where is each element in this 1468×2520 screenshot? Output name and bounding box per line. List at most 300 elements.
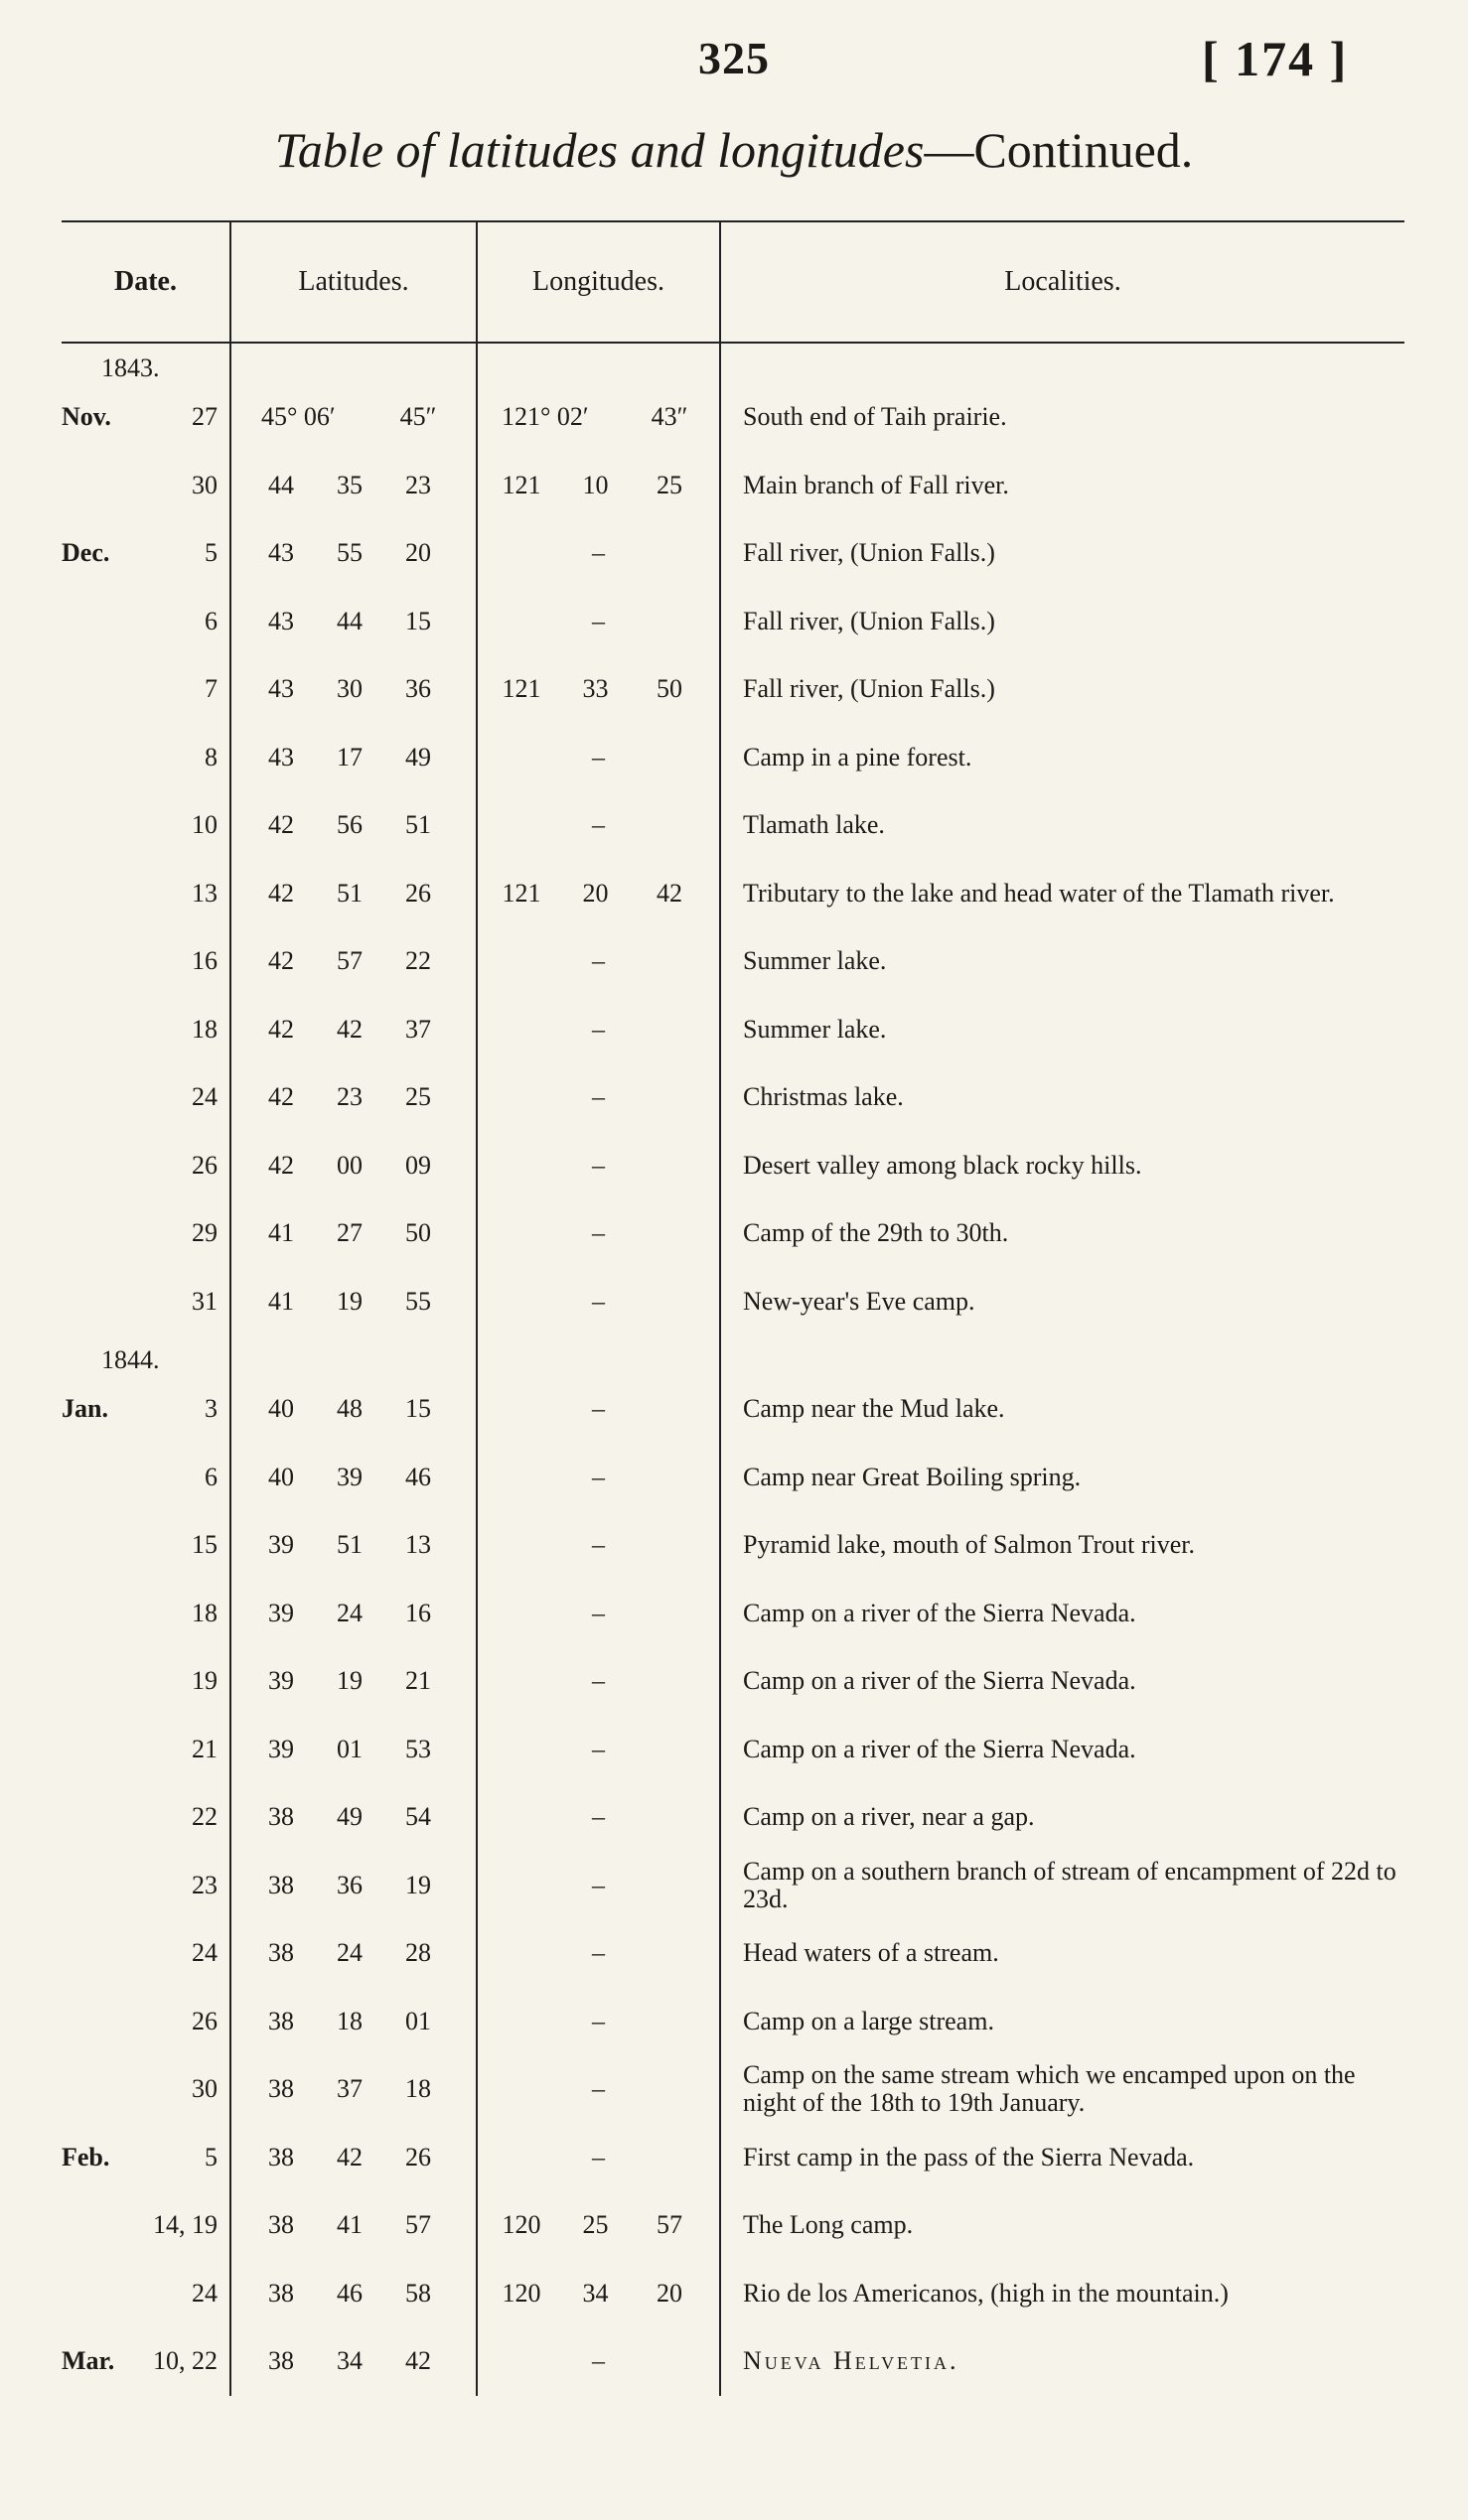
date-day: 22 bbox=[192, 1802, 218, 1832]
locality-text: Camp on a river of the Sierra Nevada. bbox=[743, 1666, 1136, 1696]
latitude-part: 34 bbox=[337, 2346, 363, 2376]
date-cell bbox=[62, 1716, 230, 1784]
latitude-values bbox=[231, 1599, 476, 1628]
date-day: 10, 22 bbox=[153, 2346, 218, 2376]
latitude-part: 41 bbox=[268, 1218, 294, 1248]
latitude-part: 38 bbox=[268, 2210, 294, 2240]
latitude-part: 18 bbox=[405, 2074, 431, 2104]
latitude-part: 51 bbox=[405, 810, 431, 840]
latitude-part: 22 bbox=[405, 946, 431, 976]
latitude-part: 53 bbox=[405, 1734, 431, 1763]
table-row bbox=[62, 1783, 1404, 1852]
locality-text: Camp near the Mud lake. bbox=[743, 1394, 1005, 1424]
date-cell bbox=[62, 1444, 230, 1512]
longitude-dash: – bbox=[477, 519, 720, 588]
latitude-part: 43 bbox=[268, 742, 294, 771]
longitude-part: 121 bbox=[502, 674, 541, 704]
table-row bbox=[62, 588, 1404, 656]
longitude-dash: – bbox=[477, 1444, 720, 1512]
latitude-values bbox=[231, 2346, 476, 2376]
locality-text: Camp on a river of the Sierra Nevada. bbox=[743, 1598, 1136, 1627]
empty-cell bbox=[720, 343, 1404, 383]
locality-cell bbox=[720, 1511, 1404, 1580]
latitude-values bbox=[231, 810, 476, 840]
latitude-values bbox=[231, 1082, 476, 1112]
longitude-dash: – bbox=[477, 996, 720, 1064]
latitude-values bbox=[231, 743, 476, 772]
table-row bbox=[62, 1063, 1404, 1132]
date-cell bbox=[62, 996, 230, 1064]
latitude-part: 58 bbox=[405, 2278, 431, 2308]
longitude-dash: – bbox=[477, 1511, 720, 1580]
date-cell bbox=[62, 1852, 230, 1920]
longitude-dash: – bbox=[477, 724, 720, 792]
table-row bbox=[62, 1511, 1404, 1580]
column-header-longitudes: Longitudes. bbox=[477, 221, 720, 343]
date-day: 18 bbox=[192, 1598, 218, 1627]
date-day: 19 bbox=[192, 1666, 218, 1696]
latitude-cell bbox=[230, 1199, 477, 1268]
longitude-dash: – bbox=[477, 1063, 720, 1132]
date-cell bbox=[62, 655, 230, 724]
date-cell bbox=[62, 2327, 230, 2396]
latitude-cell bbox=[230, 2327, 477, 2396]
locality-text: First camp in the pass of the Sierra Nevada. bbox=[743, 2142, 1195, 2171]
longitude-values bbox=[478, 2210, 719, 2240]
empty-cell bbox=[230, 343, 477, 383]
latitude-cell bbox=[230, 927, 477, 996]
date-day: 30 bbox=[192, 470, 218, 499]
longitude-part: 50 bbox=[657, 674, 682, 704]
locality-cell bbox=[720, 1647, 1404, 1716]
locality-cell bbox=[720, 2191, 1404, 2260]
latitude-part: 38 bbox=[268, 2278, 294, 2308]
latitude-part: 42 bbox=[337, 2142, 363, 2171]
longitude-dash: – bbox=[477, 2327, 720, 2396]
latitude-cell bbox=[230, 1132, 477, 1200]
locality-cell bbox=[720, 1988, 1404, 2056]
empty-cell bbox=[230, 1335, 477, 1375]
locality-cell bbox=[720, 1444, 1404, 1512]
latitude-cell bbox=[230, 996, 477, 1064]
locality-text: New-year's Eve camp. bbox=[743, 1286, 975, 1316]
table-row bbox=[62, 2260, 1404, 2328]
longitude-dash: – bbox=[477, 1268, 720, 1336]
locality-text: Main branch of Fall river. bbox=[743, 470, 1009, 499]
latitude-part: 25 bbox=[405, 1082, 431, 1112]
longitude-dash: – bbox=[477, 1716, 720, 1784]
longitude-part: 121° 02′ bbox=[502, 402, 589, 432]
page-number: 325 bbox=[698, 33, 770, 83]
latitude-part: 17 bbox=[337, 742, 363, 771]
latitude-part: 24 bbox=[337, 1938, 363, 1968]
date-day: 10 bbox=[192, 810, 218, 840]
latitude-part: 42 bbox=[268, 1082, 294, 1112]
date-cell bbox=[62, 1511, 230, 1580]
latitude-values bbox=[231, 1938, 476, 1968]
latitude-part: 36 bbox=[337, 1870, 363, 1899]
date-cell bbox=[62, 1783, 230, 1852]
latitude-part: 38 bbox=[268, 2074, 294, 2104]
date-day: 5 bbox=[205, 538, 218, 568]
latitude-values bbox=[231, 1735, 476, 1764]
longitude-values bbox=[478, 879, 719, 909]
locality-text: Fall river, (Union Falls.) bbox=[743, 538, 995, 568]
table-row bbox=[62, 1919, 1404, 1988]
table-row bbox=[62, 1199, 1404, 1268]
longitude-dash: – bbox=[477, 1375, 720, 1444]
page-title-continued: —Continued. bbox=[924, 122, 1194, 178]
longitude-cell bbox=[477, 452, 720, 520]
latitude-part: 23 bbox=[337, 1082, 363, 1112]
longitude-cell bbox=[477, 655, 720, 724]
date-cell bbox=[62, 1132, 230, 1200]
latitude-part: 36 bbox=[405, 674, 431, 704]
table-body bbox=[62, 343, 1404, 2396]
locality-text: Desert valley among black rocky hills. bbox=[743, 1150, 1142, 1180]
latitude-cell bbox=[230, 1580, 477, 1648]
latitude-cell bbox=[230, 1647, 477, 1716]
latitude-cell bbox=[230, 1716, 477, 1784]
latitude-values bbox=[231, 2143, 476, 2172]
latitude-part: 40 bbox=[268, 1462, 294, 1491]
longitude-part: 20 bbox=[657, 2278, 682, 2308]
table-row bbox=[62, 1647, 1404, 1716]
latitude-part: 45° 06′ bbox=[261, 402, 336, 432]
date-month: Mar. bbox=[62, 2346, 115, 2376]
locality-text: Camp in a pine forest. bbox=[743, 742, 972, 771]
date-cell bbox=[62, 2191, 230, 2260]
latitude-values bbox=[231, 1015, 476, 1045]
latitude-part: 55 bbox=[337, 538, 363, 568]
longitude-dash: – bbox=[477, 1132, 720, 1200]
locality-cell bbox=[720, 383, 1404, 452]
longitude-part: 120 bbox=[502, 2278, 541, 2308]
table-row bbox=[62, 1444, 1404, 1512]
date-day: 6 bbox=[205, 1462, 218, 1491]
locality-cell bbox=[720, 2327, 1404, 2396]
latitude-part: 09 bbox=[405, 1150, 431, 1180]
latitude-part: 28 bbox=[405, 1938, 431, 1968]
page-title bbox=[0, 121, 1468, 179]
latitude-cell bbox=[230, 519, 477, 588]
date-cell bbox=[62, 791, 230, 860]
date-day: 3 bbox=[205, 1394, 218, 1424]
longitude-part: 57 bbox=[657, 2210, 682, 2240]
latitude-part: 18 bbox=[337, 2006, 363, 2035]
table-row bbox=[62, 1268, 1404, 1336]
latitude-part: 37 bbox=[337, 2074, 363, 2104]
latitude-part: 49 bbox=[337, 1802, 363, 1832]
latitude-part: 30 bbox=[337, 674, 363, 704]
locality-cell bbox=[720, 1783, 1404, 1852]
longitude-dash: – bbox=[477, 1852, 720, 1920]
date-month: Feb. bbox=[62, 2142, 110, 2171]
locality-cell bbox=[720, 2055, 1404, 2124]
latitude-part: 39 bbox=[268, 1666, 294, 1696]
latitude-values bbox=[231, 2210, 476, 2240]
locality-cell bbox=[720, 1919, 1404, 1988]
latitude-part: 38 bbox=[268, 2006, 294, 2035]
latitude-part: 13 bbox=[405, 1530, 431, 1560]
date-month: Nov. bbox=[62, 402, 111, 432]
latitude-part: 37 bbox=[405, 1014, 431, 1044]
year-row bbox=[62, 343, 1404, 383]
latitude-values bbox=[231, 1802, 476, 1832]
date-cell bbox=[62, 724, 230, 792]
latitude-part: 39 bbox=[337, 1462, 363, 1491]
latitude-cell bbox=[230, 1783, 477, 1852]
longitude-dash: – bbox=[477, 2055, 720, 2124]
latitude-part: 51 bbox=[337, 1530, 363, 1560]
date-day: 26 bbox=[192, 2006, 218, 2035]
latitude-part: 42 bbox=[268, 878, 294, 908]
latitude-part: 42 bbox=[268, 1150, 294, 1180]
locality-cell bbox=[720, 1852, 1404, 1920]
latitude-part: 19 bbox=[337, 1286, 363, 1316]
longitude-values bbox=[478, 674, 719, 704]
date-day: 24 bbox=[192, 2278, 218, 2308]
longitude-dash: – bbox=[477, 791, 720, 860]
locality-cell bbox=[720, 452, 1404, 520]
longitude-dash: – bbox=[477, 588, 720, 656]
table-row bbox=[62, 452, 1404, 520]
date-day: 13 bbox=[192, 878, 218, 908]
table-row bbox=[62, 1132, 1404, 1200]
latitude-part: 23 bbox=[405, 470, 431, 499]
latitude-cell bbox=[230, 724, 477, 792]
locality-text: Summer lake. bbox=[743, 1014, 887, 1044]
date-cell bbox=[62, 452, 230, 520]
table-row bbox=[62, 2191, 1404, 2260]
latitude-values bbox=[231, 1463, 476, 1492]
latitude-cell bbox=[230, 2124, 477, 2192]
date-cell bbox=[62, 2124, 230, 2192]
latitude-values bbox=[231, 1871, 476, 1900]
latitude-cell bbox=[230, 1063, 477, 1132]
latitude-cell bbox=[230, 860, 477, 928]
locality-text: Camp near Great Boiling spring. bbox=[743, 1462, 1082, 1491]
latitude-values bbox=[231, 1218, 476, 1248]
latitude-part: 46 bbox=[405, 1462, 431, 1491]
latitude-longitude-table bbox=[62, 220, 1404, 2396]
locality-text: The Long camp. bbox=[743, 2210, 914, 2240]
latitude-part: 41 bbox=[337, 2210, 363, 2240]
latitude-values bbox=[231, 607, 476, 636]
latitude-part: 56 bbox=[337, 810, 363, 840]
longitude-cell bbox=[477, 2191, 720, 2260]
latitude-values bbox=[231, 2074, 476, 2104]
date-day: 15 bbox=[192, 1530, 218, 1560]
locality-cell bbox=[720, 1063, 1404, 1132]
date-day: 16 bbox=[192, 946, 218, 976]
locality-cell bbox=[720, 927, 1404, 996]
locality-text: South end of Taih prairie. bbox=[743, 402, 1007, 432]
latitude-cell bbox=[230, 655, 477, 724]
date-cell bbox=[62, 2260, 230, 2328]
latitude-part: 35 bbox=[337, 470, 363, 499]
longitude-values bbox=[478, 471, 719, 500]
date-day: 31 bbox=[192, 1286, 218, 1316]
page-title-italic: Table of latitudes and longitudes bbox=[274, 122, 925, 178]
date-cell bbox=[62, 2055, 230, 2124]
latitude-part: 38 bbox=[268, 1938, 294, 1968]
latitude-part: 44 bbox=[337, 606, 363, 635]
latitude-part: 57 bbox=[337, 946, 363, 976]
latitude-part: 44 bbox=[268, 470, 294, 499]
latitude-part: 42 bbox=[268, 1014, 294, 1044]
date-cell bbox=[62, 1988, 230, 2056]
table-row bbox=[62, 1852, 1404, 1920]
table-row bbox=[62, 927, 1404, 996]
latitude-cell bbox=[230, 1511, 477, 1580]
table-row bbox=[62, 724, 1404, 792]
latitude-cell bbox=[230, 2260, 477, 2328]
table-row bbox=[62, 1375, 1404, 1444]
longitude-part: 121 bbox=[502, 878, 541, 908]
date-day: 24 bbox=[192, 1082, 218, 1112]
locality-text: Head waters of a stream. bbox=[743, 1938, 999, 1968]
latitude-part: 49 bbox=[405, 742, 431, 771]
longitude-part: 120 bbox=[502, 2210, 541, 2240]
empty-cell bbox=[477, 1335, 720, 1375]
date-day: 14, 19 bbox=[153, 2210, 218, 2240]
locality-cell bbox=[720, 1375, 1404, 1444]
locality-cell bbox=[720, 1268, 1404, 1336]
latitude-part: 27 bbox=[337, 1218, 363, 1248]
latitude-part: 43 bbox=[268, 674, 294, 704]
locality-cell bbox=[720, 996, 1404, 1064]
longitude-cell bbox=[477, 383, 720, 452]
longitude-part: 10 bbox=[582, 470, 609, 499]
table-row bbox=[62, 860, 1404, 928]
latitude-part: 41 bbox=[268, 1286, 294, 1316]
locality-text: Tlamath lake. bbox=[743, 810, 885, 840]
latitude-part: 21 bbox=[405, 1666, 431, 1696]
latitude-part: 38 bbox=[268, 2142, 294, 2171]
latitude-values bbox=[231, 1666, 476, 1696]
table-row bbox=[62, 2327, 1404, 2396]
date-cell bbox=[62, 1647, 230, 1716]
latitude-cell bbox=[230, 2055, 477, 2124]
date-day: 21 bbox=[192, 1734, 218, 1763]
latitude-values bbox=[231, 674, 476, 704]
latitude-part: 20 bbox=[405, 538, 431, 568]
longitude-part: 34 bbox=[582, 2278, 609, 2308]
latitude-part: 38 bbox=[268, 2346, 294, 2376]
locality-text: Fall river, (Union Falls.) bbox=[743, 606, 995, 635]
latitude-values bbox=[231, 2007, 476, 2036]
locality-text: Camp on a southern branch of stream of encampment of 22d to 23d. bbox=[743, 1856, 1396, 1913]
latitude-cell bbox=[230, 791, 477, 860]
date-day: 8 bbox=[205, 742, 218, 771]
latitude-part: 16 bbox=[405, 1598, 431, 1627]
latitude-part: 26 bbox=[405, 2142, 431, 2171]
latitude-part: 42 bbox=[268, 810, 294, 840]
locality-text: Camp on a river of the Sierra Nevada. bbox=[743, 1734, 1136, 1763]
document-number: [ 174 ] bbox=[1202, 31, 1349, 86]
latitude-part: 26 bbox=[405, 878, 431, 908]
date-day: 30 bbox=[192, 2074, 218, 2104]
latitude-part: 39 bbox=[268, 1598, 294, 1627]
latitude-cell bbox=[230, 588, 477, 656]
date-day: 6 bbox=[205, 606, 218, 635]
table-row bbox=[62, 1716, 1404, 1784]
year-label: 1844. bbox=[101, 1345, 160, 1374]
empty-cell bbox=[477, 343, 720, 383]
longitude-part: 121 bbox=[502, 470, 541, 499]
locality-cell bbox=[720, 588, 1404, 656]
date-day: 26 bbox=[192, 1150, 218, 1180]
latitude-part: 15 bbox=[405, 606, 431, 635]
longitude-dash: – bbox=[477, 1647, 720, 1716]
locality-text: Rio de los Americanos, (high in the mountain.) bbox=[743, 2278, 1229, 2308]
latitude-part: 51 bbox=[337, 878, 363, 908]
latitude-part: 42 bbox=[268, 946, 294, 976]
year-label: 1843. bbox=[101, 353, 160, 382]
latitude-values bbox=[231, 946, 476, 976]
latitude-values bbox=[231, 1151, 476, 1181]
date-day: 5 bbox=[205, 2142, 218, 2171]
latitude-cell bbox=[230, 2191, 477, 2260]
date-cell bbox=[62, 1199, 230, 1268]
latitude-cell bbox=[230, 1375, 477, 1444]
longitude-dash: – bbox=[477, 1783, 720, 1852]
date-day: 29 bbox=[192, 1218, 218, 1248]
table-row bbox=[62, 2124, 1404, 2192]
latitude-part: 46 bbox=[337, 2278, 363, 2308]
date-cell bbox=[62, 860, 230, 928]
table-row bbox=[62, 1580, 1404, 1648]
latitude-part: 38 bbox=[268, 1870, 294, 1899]
locality-text: Camp on the same stream which we encamped upon on the night of the 18th to 19th January. bbox=[743, 2060, 1356, 2118]
latitude-part: 57 bbox=[405, 2210, 431, 2240]
longitude-part: 33 bbox=[582, 674, 609, 704]
latitude-part: 39 bbox=[268, 1734, 294, 1763]
locality-cell bbox=[720, 655, 1404, 724]
locality-cell bbox=[720, 2124, 1404, 2192]
latitude-values bbox=[231, 471, 476, 500]
longitude-dash: – bbox=[477, 1988, 720, 2056]
date-day: 18 bbox=[192, 1014, 218, 1044]
locality-cell bbox=[720, 1132, 1404, 1200]
latitude-cell bbox=[230, 1988, 477, 2056]
locality-cell bbox=[720, 2260, 1404, 2328]
latitude-part: 40 bbox=[268, 1394, 294, 1424]
table-row bbox=[62, 2055, 1404, 2124]
latitude-part: 00 bbox=[337, 1150, 363, 1180]
latitude-part: 19 bbox=[337, 1666, 363, 1696]
latitude-part: 19 bbox=[405, 1870, 431, 1899]
date-day: 7 bbox=[205, 674, 218, 704]
date-cell bbox=[62, 588, 230, 656]
longitude-part: 25 bbox=[657, 470, 682, 499]
date-cell bbox=[62, 1375, 230, 1444]
longitude-part: 25 bbox=[582, 2210, 609, 2240]
latitude-part: 48 bbox=[337, 1394, 363, 1424]
locality-cell bbox=[720, 1199, 1404, 1268]
date-cell bbox=[62, 927, 230, 996]
longitude-values bbox=[478, 402, 719, 432]
latitude-cell bbox=[230, 1852, 477, 1920]
latitude-part: 43 bbox=[268, 538, 294, 568]
date-cell bbox=[62, 383, 230, 452]
column-header-localities: Localities. bbox=[720, 221, 1404, 343]
latitude-cell bbox=[230, 1919, 477, 1988]
latitude-part: 43 bbox=[268, 606, 294, 635]
latitude-part: 45″ bbox=[399, 402, 437, 432]
locality-text: Christmas lake. bbox=[743, 1082, 904, 1112]
